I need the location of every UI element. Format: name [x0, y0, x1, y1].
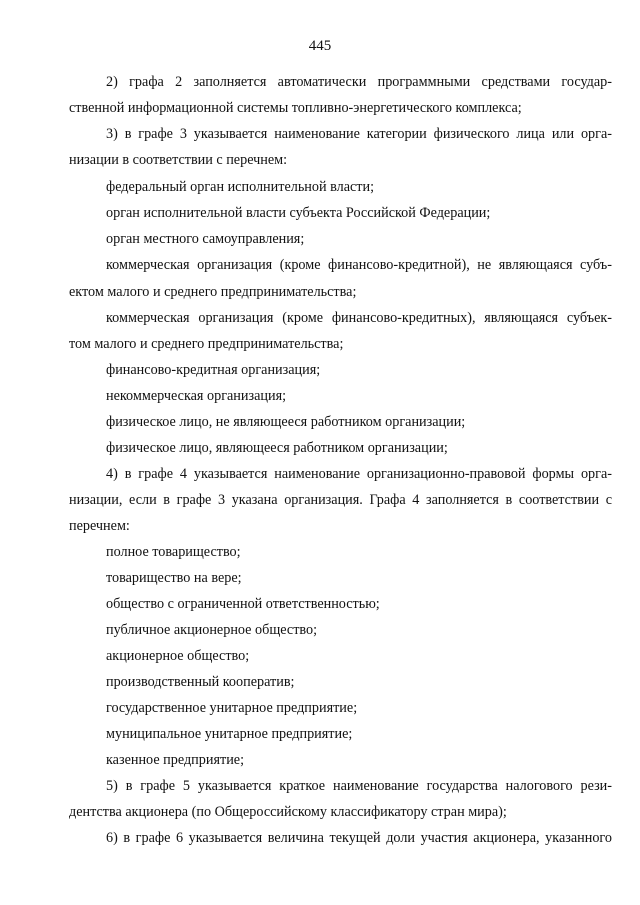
text-line: акционерное общество;	[106, 648, 250, 664]
text-line: казенное предприятие;	[106, 752, 245, 768]
text-line: коммерческая организация (кроме финансово-кредитной), не являющаяся субъ-	[106, 257, 612, 273]
text-line: 2) графа 2 заполняется автоматически программными средствами государ-	[106, 74, 612, 90]
text-line: ектом малого и среднего предпринимательства;	[69, 284, 357, 300]
text-line: орган местного самоуправления;	[106, 231, 305, 247]
text-line: полное товарищество;	[106, 544, 241, 560]
text-line: финансово-кредитная организация;	[106, 362, 321, 378]
text-line: орган исполнительной власти субъекта Российской Федерации;	[106, 205, 491, 221]
text-line: коммерческая организация (кроме финансово-кредитных), являющаяся субъек-	[106, 310, 612, 326]
text-line: товарищество на вере;	[106, 570, 242, 586]
text-line: низации, если в графе 3 указана организация. Графа 4 заполняется в соответствии с	[69, 492, 612, 508]
text-line: том малого и среднего предпринимательства;	[69, 336, 344, 352]
text-line: муниципальное унитарное предприятие;	[106, 726, 353, 742]
page-number: 445	[308, 38, 332, 54]
text-line: некоммерческая организация;	[106, 388, 287, 404]
text-line: дентства акционера (по Общероссийскому классификатору стран мира);	[69, 804, 507, 820]
text-line: перечнем:	[69, 518, 130, 534]
text-line: общество с ограниченной ответственностью;	[106, 596, 380, 612]
text-line: физическое лицо, не являющееся работником организации;	[106, 414, 466, 430]
text-line: низации в соответствии с перечнем:	[69, 152, 288, 168]
text-line: федеральный орган исполнительной власти;	[106, 179, 375, 195]
text-line: публичное акционерное общество;	[106, 622, 318, 638]
text-line: физическое лицо, являющееся работником организации;	[106, 440, 448, 456]
text-line: производственный кооператив;	[106, 674, 295, 690]
text-line: 6) в графе 6 указывается величина текущей доли участия акционера, указанного	[106, 830, 612, 846]
text-line: 5) в графе 5 указывается краткое наименование государства налогового рези-	[106, 778, 612, 794]
text-line: государственное унитарное предприятие;	[106, 700, 358, 716]
text-line: 4) в графе 4 указывается наименование организационно-правовой формы орга-	[106, 466, 612, 482]
text-line: ственной информационной системы топливно-энергетического комплекса;	[69, 100, 522, 116]
text-line: 3) в графе 3 указывается наименование категории физического лица или орга-	[106, 126, 612, 142]
